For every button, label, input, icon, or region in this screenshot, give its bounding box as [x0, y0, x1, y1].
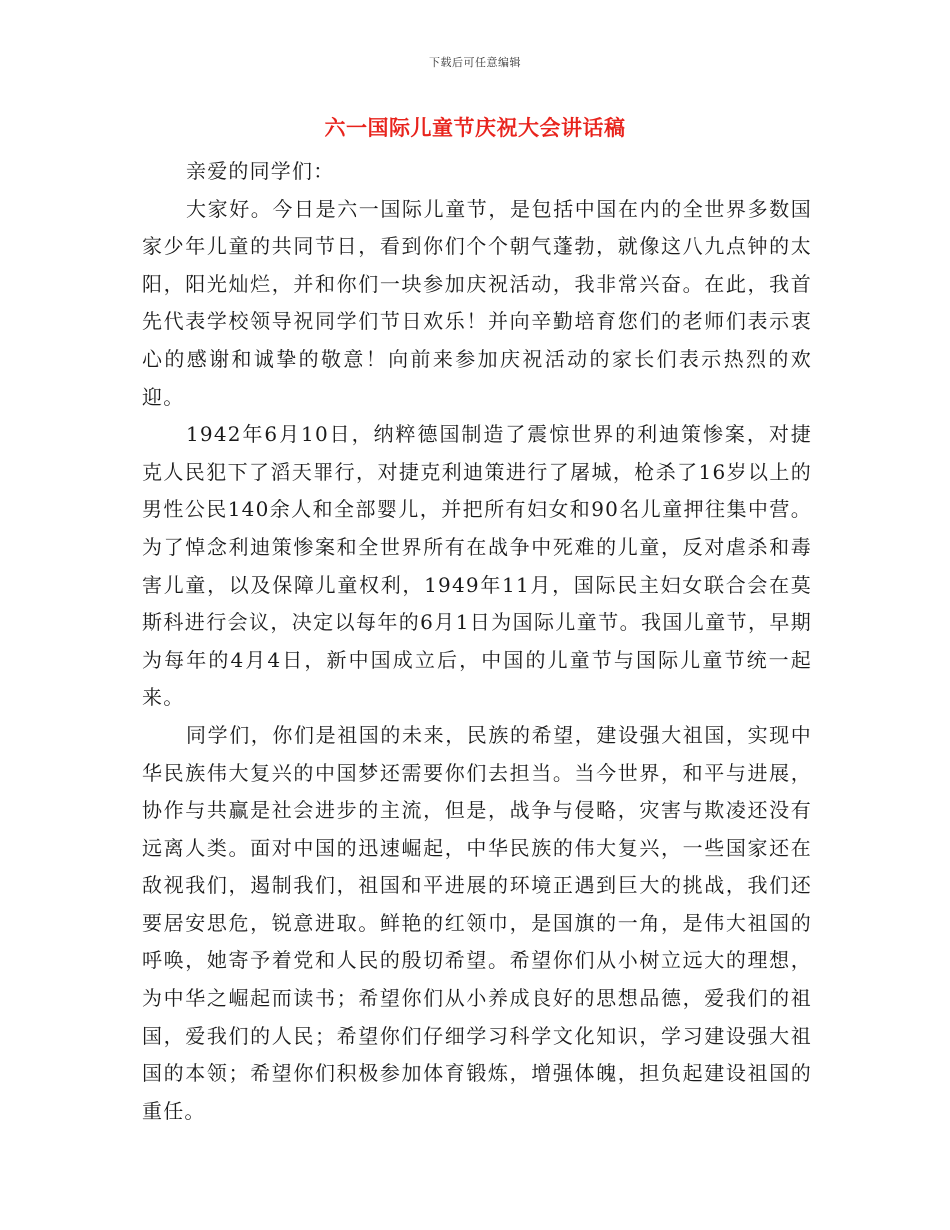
header-note: 下载后可任意编辑: [429, 56, 521, 69]
document-title: 六一国际儿童节庆祝大会讲话稿: [324, 115, 626, 140]
salutation: 亲爱的同学们：: [186, 159, 335, 183]
paragraph-greeting: 大家好。今日是六一国际儿童节，是包括中国在内的全世界多数国家少年儿童的共同节日，看到你们个个朝气蓬勃，就像这八九点钟的太阳，阳光灿烂，并和你们一块参加庆祝活动，我非常兴奋。在此，我首先代表学校领导祝同学们节日欢乐！并向辛勤培育您们的老师们表示衷心的感谢和诚挚的敬意！向前来参加庆祝活动的家长们表示热烈的欢迎。: [142, 196, 812, 409]
paragraph-hopes: 同学们，你们是祖国的未来，民族的希望，建设强大祖国，实现中华民族伟大复兴的中国梦还需要你们去担当。当今世界，和平与进展，协作与共赢是社会进步的主流，但是，战争与侵略，灾害与欺凌还没有远离人类。面对中国的迅速崛起，中华民族的伟大复兴，一些国家还在敌视我们，遏制我们，祖国和平进展的环境正遇到巨大的挑战，我们还要居安思危，锐意进取。鲜艳的红领巾，是国旗的一角，是伟大祖国的呼唤，她寄予着党和人民的殷切希望。希望你们从小树立远大的理想，为中华之崛起而读书；希望你们从小养成良好的思想品德，爱我们的祖国，爱我们的人民；希望你们仔细学习科学文化知识，学习建设强大祖国的本领；希望你们积极参加体育锻炼，增强体魄，担负起建设祖国的重任。: [142, 722, 812, 1123]
paragraph-history: 1942年6月10日，纳粹德国制造了震惊世界的利迪策惨案，对捷克人民犯下了滔天罪行，对捷克利迪策进行了屠城，枪杀了16岁以上的男性公民140余人和全部婴儿，并把所有妇女和90名儿童押往集中营。为了悼念利迪策惨案和全世界所有在战争中死难的儿童，反对虐杀和毒害儿童，以及保障儿童权利，1949年11月，国际民主妇女联合会在莫斯科进行会议，决定以每年的6月1日为国际儿童节。我国儿童节，早期为每年的4月4日，新中国成立后，中国的儿童节与国际儿童节统一起来。: [142, 422, 812, 710]
document-body: [142, 153, 812, 1130]
